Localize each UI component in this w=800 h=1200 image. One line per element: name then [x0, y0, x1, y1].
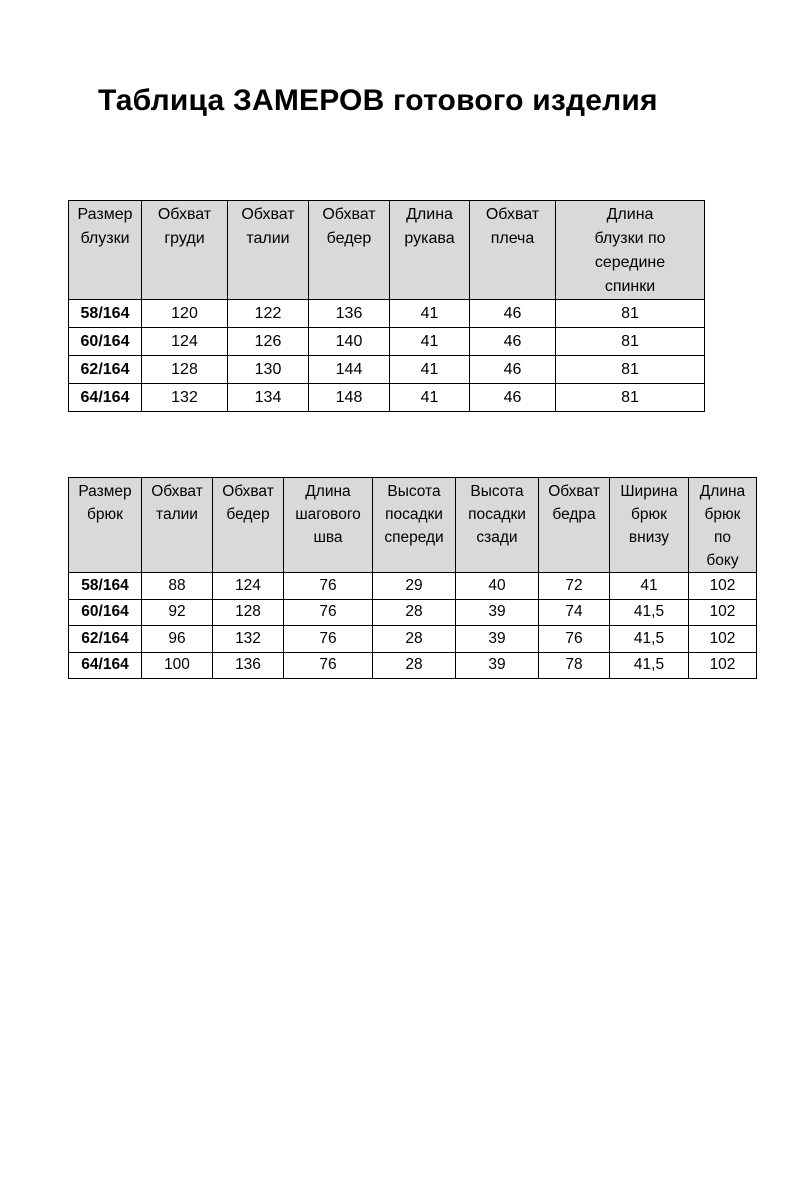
value-cell: 136 [213, 652, 284, 679]
value-cell: 76 [284, 652, 373, 679]
value-cell: 41 [390, 356, 470, 384]
value-cell: 122 [228, 300, 309, 328]
value-cell: 72 [539, 573, 610, 600]
header-label: Длина рукава [404, 206, 455, 247]
size-cell: 62/164 [69, 626, 142, 653]
size-cell: 58/164 [69, 300, 142, 328]
table-row [69, 356, 705, 384]
size-cell: 64/164 [69, 652, 142, 679]
header-label: Обхват бедра [548, 483, 600, 523]
value-cell: 81 [556, 356, 705, 384]
value-cell: 92 [142, 599, 213, 626]
value-cell: 96 [142, 626, 213, 653]
value-cell: 46 [470, 328, 556, 356]
value-cell: 39 [456, 599, 539, 626]
trousers-measurements-table [68, 477, 757, 679]
header-label: Обхват груди [157, 206, 212, 247]
table-row [69, 652, 757, 679]
header-cell-side-length [689, 478, 757, 573]
value-cell: 81 [556, 300, 705, 328]
header-cell-back-length [556, 201, 705, 300]
table-row [69, 573, 757, 600]
value-cell: 41,5 [610, 652, 689, 679]
table-row [69, 599, 757, 626]
header-cell-size [69, 201, 142, 300]
header-cell-shoulder [470, 201, 556, 300]
header-cell-hips [213, 478, 284, 573]
header-label: Обхват плеча [485, 206, 540, 247]
size-cell: 60/164 [69, 328, 142, 356]
header-cell-back-rise [456, 478, 539, 573]
value-cell: 41,5 [610, 626, 689, 653]
value-cell: 76 [284, 599, 373, 626]
value-cell: 41 [390, 384, 470, 412]
header-cell-waist [142, 478, 213, 573]
value-cell: 46 [470, 356, 556, 384]
header-cell-chest [142, 201, 228, 300]
value-cell: 144 [309, 356, 390, 384]
value-cell: 29 [373, 573, 456, 600]
header-label: Длина блузки по середине спинки [594, 206, 666, 295]
value-cell: 136 [309, 300, 390, 328]
value-cell: 46 [470, 384, 556, 412]
blouse-measurements-table [68, 200, 705, 412]
value-cell: 88 [142, 573, 213, 600]
size-cell: 62/164 [69, 356, 142, 384]
header-label: Обхват талии [151, 483, 203, 523]
table-row [69, 300, 705, 328]
value-cell: 76 [284, 573, 373, 600]
header-label: Высота посадки спереди [384, 483, 444, 546]
value-cell: 78 [539, 652, 610, 679]
value-cell: 41,5 [610, 599, 689, 626]
header-label: Высота посадки сзади [468, 483, 526, 546]
header-label: Размер блузки [77, 206, 133, 247]
header-cell-size [69, 478, 142, 573]
size-cell: 58/164 [69, 573, 142, 600]
header-label: Обхват бедер [322, 206, 376, 247]
value-cell: 81 [556, 384, 705, 412]
header-cell-hips [309, 201, 390, 300]
value-cell: 120 [142, 300, 228, 328]
value-cell: 28 [373, 599, 456, 626]
value-cell: 76 [284, 626, 373, 653]
value-cell: 81 [556, 328, 705, 356]
value-cell: 132 [213, 626, 284, 653]
value-cell: 126 [228, 328, 309, 356]
value-cell: 132 [142, 384, 228, 412]
header-label: Ширина брюк внизу [620, 483, 678, 546]
value-cell: 41 [390, 328, 470, 356]
value-cell: 41 [390, 300, 470, 328]
header-label: Длина брюк по боку [699, 483, 746, 569]
value-cell: 28 [373, 626, 456, 653]
header-cell-waist [228, 201, 309, 300]
header-cell-thigh [539, 478, 610, 573]
table-header-row [69, 478, 757, 573]
value-cell: 39 [456, 626, 539, 653]
header-cell-hem-width [610, 478, 689, 573]
size-cell: 60/164 [69, 599, 142, 626]
value-cell: 100 [142, 652, 213, 679]
value-cell: 102 [689, 652, 757, 679]
value-cell: 28 [373, 652, 456, 679]
value-cell: 128 [142, 356, 228, 384]
value-cell: 40 [456, 573, 539, 600]
value-cell: 102 [689, 599, 757, 626]
value-cell: 148 [309, 384, 390, 412]
value-cell: 102 [689, 626, 757, 653]
value-cell: 140 [309, 328, 390, 356]
header-label: Размер брюк [78, 483, 132, 523]
value-cell: 134 [228, 384, 309, 412]
value-cell: 41 [610, 573, 689, 600]
value-cell: 39 [456, 652, 539, 679]
header-label: Обхват талии [241, 206, 295, 247]
value-cell: 102 [689, 573, 757, 600]
page-title: Таблица ЗАМЕРОВ готового изделия [98, 84, 658, 117]
value-cell: 74 [539, 599, 610, 626]
header-cell-inseam [284, 478, 373, 573]
header-cell-front-rise [373, 478, 456, 573]
table-row [69, 626, 757, 653]
value-cell: 128 [213, 599, 284, 626]
value-cell: 124 [213, 573, 284, 600]
header-cell-sleeve-length [390, 201, 470, 300]
value-cell: 76 [539, 626, 610, 653]
table-header-row [69, 201, 705, 300]
value-cell: 124 [142, 328, 228, 356]
header-label: Обхват бедер [222, 483, 274, 523]
header-label: Длина шагового шва [295, 483, 361, 546]
table-row [69, 384, 705, 412]
value-cell: 46 [470, 300, 556, 328]
size-cell: 64/164 [69, 384, 142, 412]
table-row [69, 328, 705, 356]
value-cell: 130 [228, 356, 309, 384]
